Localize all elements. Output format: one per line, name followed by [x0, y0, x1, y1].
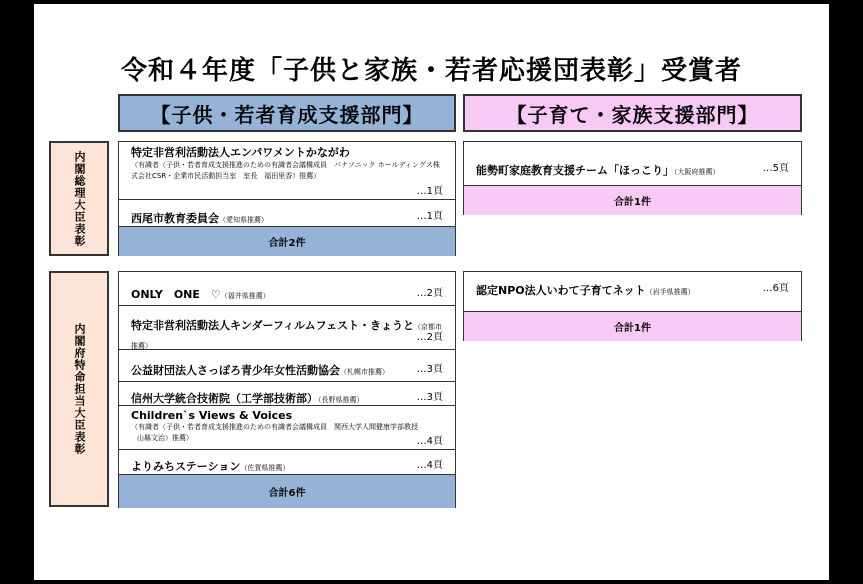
- table-row: 西尾市教育委員会（愛知県推薦） …1頁: [119, 200, 455, 227]
- table-row: 特定非営利活動法人エンパワメントかながわ （有識者（子供・若者育成支援推進のための有識者会議構成員 パナソニック ホールディングス株 式会社CSR・企業市民活動担当室 室長 福田里香）推薦） …1頁: [119, 142, 455, 200]
- page-title: 令和４年度「子供と家族・若者応援団表彰」受賞者: [120, 56, 742, 86]
- section-label-minister: 内閣府特命担当大臣表彰: [49, 271, 109, 507]
- minister-family-table: [463, 271, 802, 341]
- pm-youth-table: [118, 141, 456, 256]
- section-label-pm: 内閣総理大臣表彰: [49, 141, 109, 256]
- total-row: 合計6件: [119, 475, 455, 508]
- total-row: 合計2件: [119, 227, 455, 256]
- table-row: 特定非営利活動法人キンダーフィルムフェスト・きょうと（京都市推薦） …2頁: [119, 306, 455, 350]
- table-row: 能勢町家庭教育支援チーム「ほっこり」（大阪府推薦） …5頁: [464, 142, 801, 186]
- table-row: ONLY ONE ♡（福井県推薦） …2頁: [119, 272, 455, 306]
- table-row: よりみちステーション（佐賀県推薦） …4頁: [119, 450, 455, 475]
- pm-family-table: [463, 141, 802, 215]
- table-row: 公益財団法人さっぽろ青少年女性活動協会（札幌市推薦） …3頁: [119, 350, 455, 382]
- table-row: 認定NPO法人いわて子育てネット（岩手県推薦） …6頁: [464, 272, 801, 312]
- total-row: 合計1件: [464, 312, 801, 341]
- family-dept-header: 【子育て・家族支援部門】: [463, 94, 802, 132]
- total-row: 合計1件: [464, 186, 801, 215]
- table-row: 信州大学統合技術院（工学部技術部）（長野県推薦） …3頁: [119, 382, 455, 406]
- minister-youth-table: [118, 271, 456, 508]
- youth-dept-header: 【子供・若者育成支援部門】: [118, 94, 456, 132]
- table-row: Children`s Views & Voices （有識者（子供・若者育成支援推進のための有識者会議構成員 関西大学人間健康学部教授 山縣文治）推薦） …4頁: [119, 406, 455, 450]
